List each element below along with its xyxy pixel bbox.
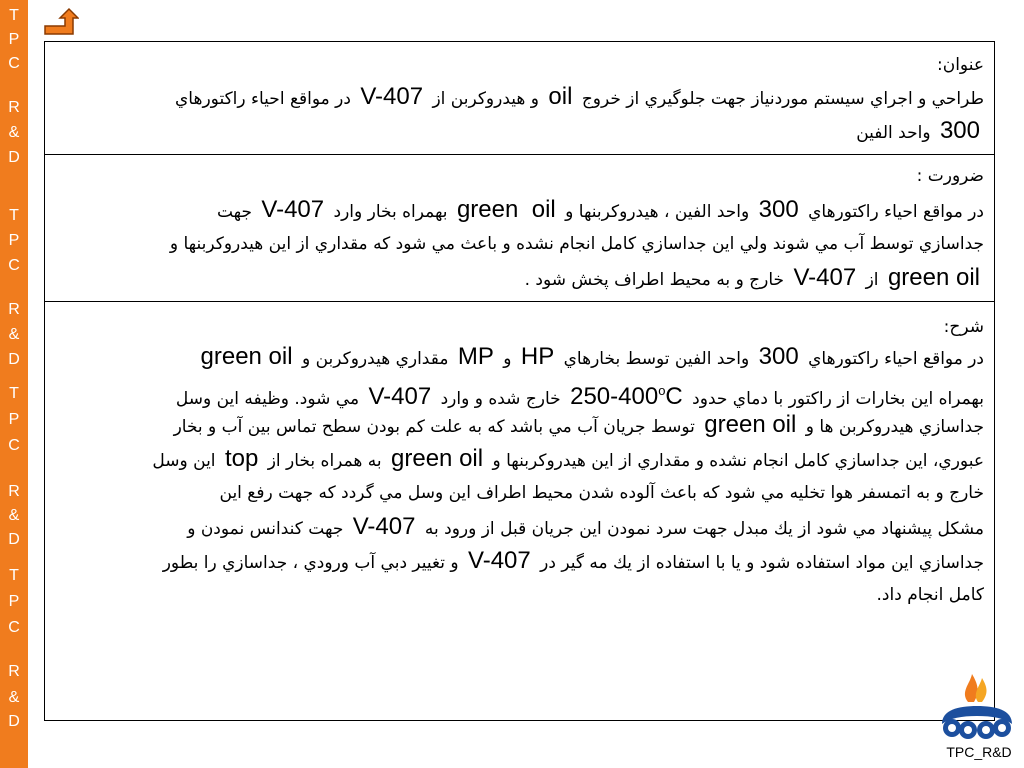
- text: مي شود. وظيفه اين وسل: [175, 389, 360, 409]
- necessity-section: [45, 155, 994, 302]
- text: در مواقع احياء راكتورهاي: [175, 89, 351, 109]
- sidebar: [0, 0, 28, 768]
- sidebar-letter: C: [8, 437, 20, 454]
- text: مشكل پيشنهاد مي شود از يك مبدل جهت سرد نمودن اين جريان قبل از ورود به: [424, 519, 984, 539]
- title-label-line: [53, 48, 984, 82]
- text: جداسازي توسط آب مي شوند ولي اين جداسازي كامل انجام نشده و باعث مي شود كه مقداري از اين هيدروكربنها و: [169, 234, 984, 254]
- tpc-logo-icon: [934, 668, 1020, 746]
- celsius-mark: C: [665, 383, 683, 410]
- text: در مواقع احياء راكتورهاي: [808, 202, 984, 222]
- text: واحد الفين ، هيدروكربنها و: [565, 202, 750, 222]
- temperature-value: 250-400: [570, 383, 659, 410]
- title-label: عنوان:: [937, 55, 984, 75]
- text: از: [865, 270, 879, 290]
- title-line-2: [53, 114, 984, 148]
- text: بهمراه بخار وارد: [333, 202, 448, 222]
- degree-mark: o: [658, 383, 666, 398]
- text: جهت كندانس نمودن و: [187, 519, 344, 539]
- description-line-1: [53, 340, 984, 374]
- text: و: [503, 349, 512, 369]
- unit-number: 300: [758, 343, 799, 370]
- vessel-id: V-407: [468, 547, 531, 574]
- sidebar-letter: P: [8, 593, 20, 610]
- description-line-2: [53, 374, 984, 408]
- sidebar-letter: &: [8, 507, 20, 524]
- oil-term: oil: [548, 83, 573, 110]
- top-term: top: [224, 445, 259, 472]
- necessity-label-line: [53, 159, 984, 193]
- sidebar-letter: R: [8, 663, 20, 680]
- description-label: شرح:: [943, 317, 984, 337]
- description-line-6: [53, 510, 984, 544]
- tpc-company-logo: [934, 668, 1020, 746]
- sidebar-letter: T: [9, 567, 19, 584]
- text: به همراه بخار از: [267, 451, 382, 471]
- text: بهمراه اين بخارات از راكتور با دماي حدود: [692, 389, 984, 409]
- description-line-4: [53, 442, 984, 476]
- sidebar-letter: T: [9, 207, 19, 224]
- necessity-line-2: [53, 227, 984, 261]
- sidebar-letter: &: [8, 124, 20, 141]
- sidebar-letter: D: [8, 531, 20, 548]
- sidebar-letter: T: [9, 385, 19, 402]
- title-section: [45, 42, 994, 155]
- sidebar-letter: T: [9, 7, 19, 24]
- unit-number: 300: [939, 117, 980, 144]
- description-label-line: [53, 310, 984, 344]
- description-line-5: [53, 476, 984, 510]
- vessel-id: V-407: [352, 513, 416, 540]
- text: اين وسل: [152, 451, 216, 471]
- text: عبوري، اين جداسازي كامل انجام نشده و مقداري از اين هيدروكربنها و: [492, 451, 984, 471]
- description-line-7: [53, 544, 984, 578]
- sidebar-letter: D: [8, 149, 20, 166]
- vessel-id: V-407: [261, 196, 325, 223]
- green-oil-term: green oil: [704, 411, 797, 438]
- text: و هيدروكربن از: [432, 89, 539, 109]
- text: توسط جريان آب مي باشد كه به علت كم بودن سطح تماس بين آب و بخار: [173, 417, 695, 437]
- text: خارج و به محيط اطراف پخش شود .: [524, 270, 785, 290]
- sidebar-letter: R: [8, 301, 20, 318]
- green-oil-term: green oil: [200, 343, 293, 370]
- text: خارج شده و وارد: [440, 389, 561, 409]
- green-oil-term: green oil: [391, 445, 484, 472]
- description-section: [45, 302, 994, 720]
- necessity-line-3: [53, 261, 984, 295]
- document-table: [44, 41, 995, 721]
- sidebar-letter: D: [8, 713, 20, 730]
- text: جداسازي هيدروكربن ها و: [805, 417, 984, 437]
- sidebar-letter: R: [8, 99, 20, 116]
- logo-caption: TPC_R&D: [946, 744, 1012, 760]
- description-line-8: [53, 578, 984, 612]
- mp-term: MP: [457, 343, 494, 370]
- necessity-line-1: [53, 193, 984, 227]
- sidebar-letter: C: [8, 619, 20, 636]
- return-arrow-icon: [43, 6, 79, 40]
- sidebar-letter: P: [8, 31, 20, 48]
- text: جداسازي اين مواد استفاده شود و يا با استفاده از يك مه گير در: [540, 553, 984, 573]
- text: و تغيير دبي آب ورودي ، جداسازي را بطور: [162, 553, 459, 573]
- vessel-id: V-407: [793, 264, 857, 291]
- text: واحد الفين توسط بخارهاي: [563, 349, 750, 369]
- hp-term: HP: [520, 343, 555, 370]
- text: جهت: [216, 202, 252, 222]
- necessity-label: ضرورت :: [916, 166, 984, 186]
- oil-term: oil: [531, 196, 556, 223]
- text: مقداري هيدروكربن و: [301, 349, 449, 369]
- sidebar-letter: D: [8, 351, 20, 368]
- return-arrow-button[interactable]: [43, 6, 79, 40]
- title-line-1: [53, 80, 984, 114]
- sidebar-letter: P: [8, 411, 20, 428]
- text: كامل انجام داد.: [876, 585, 984, 605]
- sidebar-letter: C: [8, 55, 20, 72]
- sidebar-letter: &: [8, 326, 20, 343]
- sidebar-letter: R: [8, 483, 20, 500]
- text: در مواقع احياء راكتورهاي: [808, 349, 984, 369]
- sidebar-letter: &: [8, 689, 20, 706]
- green-oil-term: green oil: [887, 264, 980, 291]
- text: خارج و به اتمسفر هوا تخليه مي شود كه باعث آلوده شدن محيط اطراف اين وسل مي گردد كه جهت رفع اين: [219, 483, 984, 503]
- text: طراحي و اجراي سيستم موردنياز جهت جلوگيري از خروج: [581, 89, 984, 109]
- green-term: green: [456, 196, 519, 223]
- description-line-3: [53, 408, 984, 442]
- vessel-id: V-407: [360, 83, 424, 110]
- unit-number: 300: [758, 196, 799, 223]
- text: واحد الفين: [856, 123, 931, 143]
- sidebar-letter: P: [8, 232, 20, 249]
- vessel-id: V-407: [368, 383, 432, 410]
- sidebar-letter: C: [8, 257, 20, 274]
